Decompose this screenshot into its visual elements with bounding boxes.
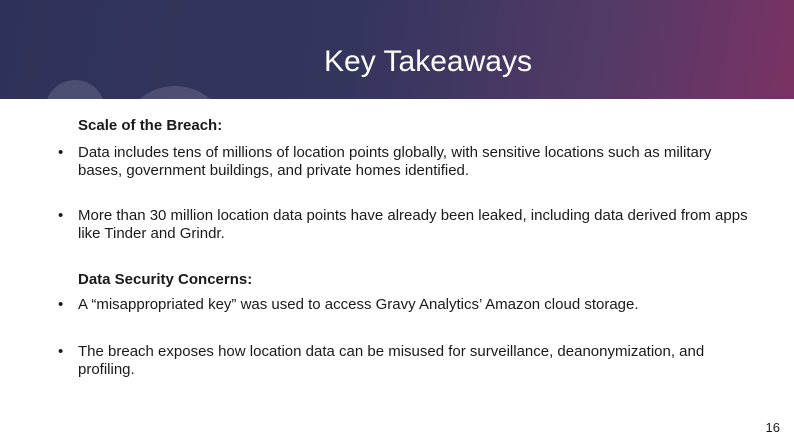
- bullet-item: [58, 144, 748, 180]
- bullet-item: [58, 207, 748, 243]
- header-banner: [0, 0, 794, 99]
- bullet-icon: •: [58, 144, 64, 161]
- bullet-item: [58, 343, 748, 379]
- bullet-text: A “misappropriated key” was used to access Gravy Analytics’ Amazon cloud storage.: [78, 296, 639, 313]
- decorative-circle: [45, 80, 105, 99]
- bullet-text: More than 30 million location data points have already been leaked, including data derived from apps like Tinder and Grindr.: [78, 207, 748, 242]
- bullet-icon: •: [58, 207, 64, 224]
- slide-title: Key Takeaways: [324, 45, 532, 78]
- bullet-text: The breach exposes how location data can be misused for surveillance, deanonymization, and profiling.: [78, 343, 705, 378]
- bullet-icon: •: [58, 343, 64, 360]
- page-number: 16: [765, 420, 780, 435]
- decorative-circle: [125, 86, 225, 99]
- section-heading: Data Security Concerns:: [78, 271, 253, 288]
- slide-content: [0, 99, 794, 447]
- bullet-icon: •: [58, 296, 64, 313]
- section-heading: Scale of the Breach:: [78, 117, 223, 134]
- bullet-text: Data includes tens of millions of location points globally, with sensitive locations such as military bases, government buildings, and private homes identified.: [78, 144, 712, 179]
- bullet-item: [58, 296, 748, 314]
